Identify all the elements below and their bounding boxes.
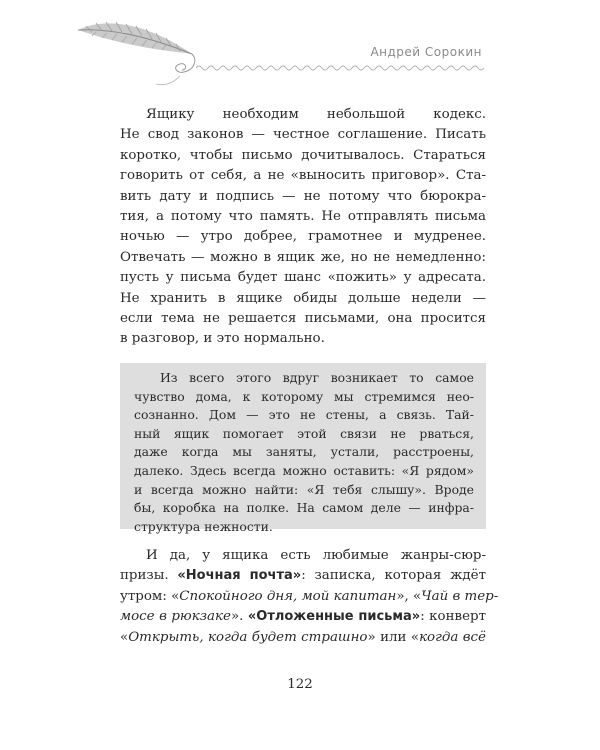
paragraph-code-of-box [120,105,486,350]
wavy-divider [196,62,486,74]
page-number: 122 [287,677,313,692]
text-line [120,566,486,586]
text-line: Не свод законов — честное соглашение. Писать [120,127,486,143]
text-run: ». [230,609,248,625]
genre-delayed-letters: «Отложенные письма» [247,609,421,625]
text-line [120,587,499,607]
text-line: говорить от себя, а не «выносить приговор». Ста- [120,168,486,184]
text-line: тия, а потому что память. Не отправлять письма [120,209,486,225]
text-line: пусть у письма будет шанс «пожить» у адресата. [120,270,486,286]
text-line: ный ящик помогает этой связи не рваться, [134,425,474,441]
text-line: в разговор, и это нормально. [120,331,325,347]
text-run: утром: « [120,588,180,604]
text-run: », « [396,588,422,604]
boxed-paragraph [134,369,474,536]
quote-italic: когда всё [419,629,486,645]
running-head: Андрей Сорокин [370,45,482,59]
text-line: бы, коробка на полке. На самом деле — инфра- [134,500,474,516]
text-line [120,628,486,648]
text-line: и всегда можно найти: «Я тебя слышу». Вроде [134,481,474,497]
text-line: вить дату и подпись — не потому что бюрокра- [120,188,486,204]
text-run: « [120,629,129,645]
text-run: призы. [120,568,178,584]
text-line: структура нежности. [134,518,273,534]
quote-italic: мосе в рюкзаке [120,609,231,625]
feather-icon [72,14,212,98]
text-run: » или « [367,629,420,645]
text-line: Из всего этого вдруг возникает то самое [160,370,474,385]
text-line: Отвечать — можно в ящик же, но не немедленно: [120,249,486,265]
text-line: Ящику необходим небольшой кодекс. [146,107,486,122]
text-line: сознанно. Дом — это не стены, а связь. Тай- [134,407,474,423]
quote-italic: Спокойного дня, мой капитан [179,588,397,604]
quote-italic: Открыть, когда будет страшно [128,629,368,645]
text-line: если тема не решается письмами, она просится [120,311,486,327]
text-line: далеко. Здесь всегда можно оставить: «Я рядом» [134,462,474,478]
quote-italic: Чай в тер- [421,588,499,604]
text-run: : конверт [420,609,486,625]
text-line: даже когда мы заняты, устали, расстроены, [134,444,474,460]
text-line [120,607,486,627]
paragraph-genres [120,546,499,648]
text-line: И да, у ящика есть любимые жанры-сюр- [146,548,486,563]
text-run: : записка, которая ждёт [301,568,486,584]
text-line: коротко, чтобы письмо дочитывалось. Стараться [120,147,486,163]
text-line: ночью — утро добрее, грамотнее и мудренее. [120,229,486,245]
genre-night-mail: «Ночная почта» [177,568,302,584]
text-line: Не хранить в ящике обиды дольше недели — [120,290,486,306]
text-line: чувство дома, к которому мы стремимся нео- [134,388,474,404]
